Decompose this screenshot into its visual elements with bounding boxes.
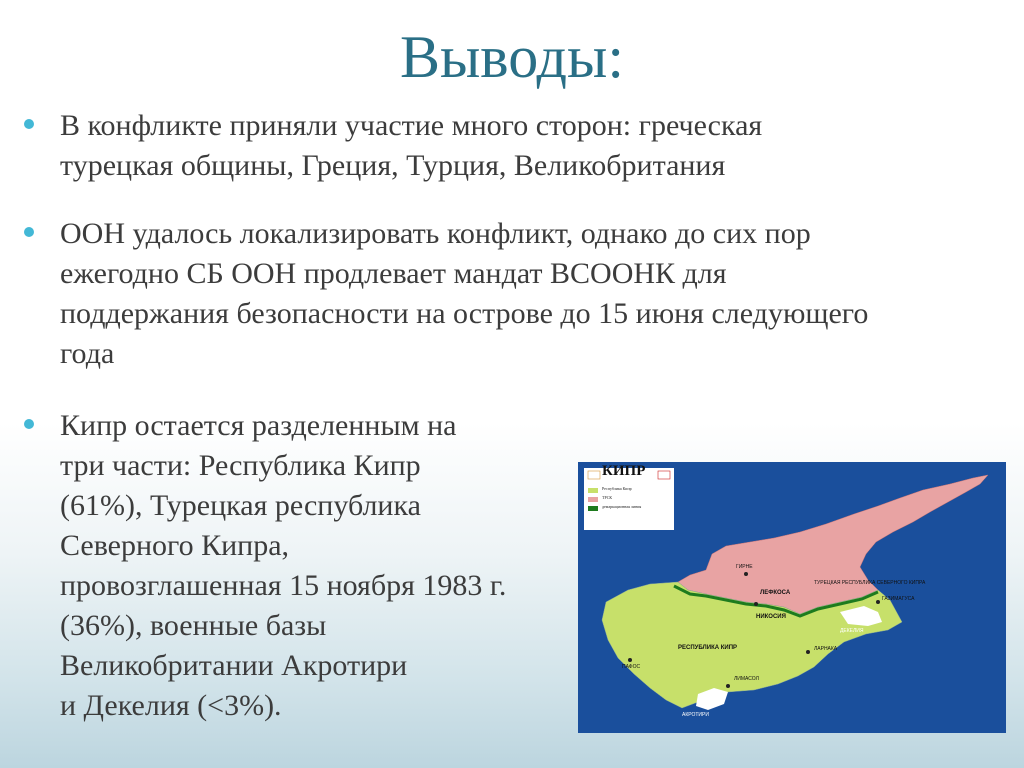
bullet-3-line: Кипр остается разделенным на [60, 409, 457, 442]
bullet-2-line: ООН удалось локализировать конфликт, однако до сих пор [60, 217, 811, 250]
bullet-dot [24, 119, 34, 129]
bullet-3-line: (36%), военные базы [60, 609, 327, 642]
label-republic: РЕСПУБЛИКА КИПР [678, 645, 738, 651]
bullet-3-line: три части: Республика Кипр [60, 449, 421, 482]
bullet-2-line: года [60, 337, 115, 370]
bullet-3-line: провозглашенная 15 ноября 1983 г. [60, 569, 507, 602]
label-akrotiri: АКРОТИРИ [682, 712, 709, 718]
legend-swatch-line [588, 506, 598, 511]
bullet-3-line: Северного Кипра, [60, 529, 290, 562]
legend-swatch-trnc [588, 497, 598, 502]
city-dot [754, 602, 758, 606]
legend-swatch-republic [588, 488, 598, 493]
legend-label-trnc: ТРСК [602, 495, 613, 500]
city-dot [744, 572, 748, 576]
label-dhekelia: ДЕКЕЛИЯ [840, 628, 864, 634]
bullet-3-line: и Декелия (<3%). [60, 689, 282, 722]
bullet-3-line: (61%), Турецкая республика [60, 489, 421, 522]
bullet-1-line: турецкая общины, Греция, Турция, Великобритания [60, 149, 726, 182]
label-famagusta: ГАЗИМАГУСА [882, 596, 915, 602]
bullet-dot [24, 419, 34, 429]
city-dot [628, 658, 632, 662]
city-dot [876, 600, 880, 604]
bullet-2 [60, 214, 995, 374]
bullet-2-line: ежегодно СБ ООН продлевает мандат ВСООНК для [60, 257, 727, 290]
legend-label-republic: Республика Кипр [602, 486, 632, 491]
trnc-flag-icon [658, 471, 670, 479]
cyprus-map-svg [578, 462, 1006, 733]
bullet-1-line: В конфликте приняли участие много сторон: греческая [60, 109, 763, 142]
label-paphos: ПАФОС [622, 664, 641, 670]
label-limassol: ЛИМАСОЛ [734, 676, 759, 682]
bullet-1 [60, 106, 980, 186]
bullet-3 [60, 406, 580, 726]
city-dot [806, 650, 810, 654]
slide-title: Выводы: [399, 24, 625, 90]
label-larnaca: ЛАРНАКА [814, 646, 838, 652]
bullet-dot [24, 227, 34, 237]
label-trnc: ТУРЕЦКАЯ РЕСПУБЛИКА СЕВЕРНОГО КИПРА [814, 580, 926, 586]
legend-label-line: демаркационная линия [602, 504, 642, 509]
label-nicosia: НИКОСИЯ [756, 614, 786, 620]
bullet-3-line: Великобритании Акротири [60, 649, 408, 682]
city-dot [726, 684, 730, 688]
label-lefkosa: ЛЕФКОСА [760, 590, 791, 596]
label-kyrenia: ГИРНЕ [736, 564, 753, 570]
cyprus-map [578, 462, 1006, 733]
map-title: КИПР [602, 463, 646, 479]
bullet-2-line: поддержания безопасности на острове до 15 июня следующего [60, 297, 869, 330]
cyprus-flag-icon [588, 471, 600, 479]
